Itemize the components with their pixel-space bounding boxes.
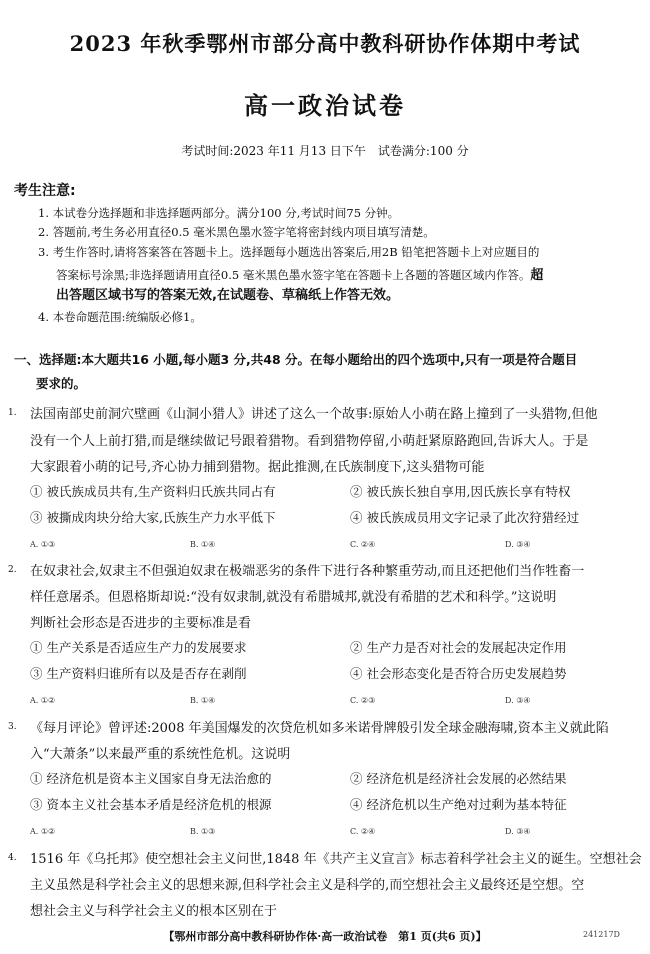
option: ① 被氏族成员共有,生产资料归氏族共同占有	[30, 484, 276, 499]
option: ② 经济危机是经济社会发展的必然结果	[350, 771, 567, 786]
answer-choice: A. ①③	[30, 540, 56, 549]
question-line: 想社会主义与科学社会主义的根本区别在于	[30, 904, 278, 919]
answer-choice: C. ②④	[350, 540, 376, 549]
answer-choice: B. ①③	[190, 827, 216, 836]
option: ② 生产力是否对社会的发展起决定作用	[350, 640, 567, 655]
question-line: 主义虽然是科学社会主义的思想来源,但科学社会主义是科学的,而空想社会主义最终还是空想。空	[30, 878, 585, 893]
answer-choice: C. ②③	[350, 696, 376, 705]
option: ③ 资本主义社会基本矛盾是经济危机的根源	[30, 797, 272, 812]
question-number: 4.	[8, 853, 17, 863]
section-heading: 一、选择题:本大题共16 小题,每小题3 分,共48 分。在每小题给出的四个选项中,只有一项是符合题目	[14, 352, 578, 367]
option: ④ 被氏族成员用文字记录了此次狩猎经过	[350, 510, 579, 525]
option: ④ 社会形态变化是否符合历史发展趋势	[350, 666, 567, 681]
exam-meta: 考试时间:2023 年11 月13 日下午 试卷满分:100 分	[181, 144, 469, 158]
question-line: 《每月评论》曾评述:2008 年美国爆发的次贷危机如多米诺骨牌般引发全球金融海啸,资本主义就此陷	[30, 721, 609, 736]
option: ② 被氏族长独自享用,因氏族长享有特权	[350, 484, 571, 499]
question-line: 在奴隶社会,奴隶主不但强迫奴隶在极端恶劣的条件下进行各种繁重劳动,而且还把他们当作牲畜一	[30, 564, 585, 579]
notice-item-cont	[56, 264, 543, 283]
option: ③ 生产资料归谁所有以及是否存在剥削	[30, 666, 247, 681]
notice-item: 4. 本卷命题范围:统编版必修1。	[38, 310, 202, 324]
question-number: 1.	[8, 408, 17, 418]
exam-title: 2023 年秋季鄂州市部分高中教科研协作体期中考试	[69, 31, 581, 56]
answer-choice: A. ①②	[30, 696, 56, 705]
question-line: 大家跟着小萌的记号,齐心协力捕到猎物。据此推测,在氏族制度下,这头猎物可能	[30, 460, 485, 475]
answer-choice: B. ①④	[190, 540, 216, 549]
notice-item: 3. 考生作答时,请将答案答在答题卡上。选择题每小题选出答案后,用2B 铅笔把答题卡上对应题目的	[38, 245, 540, 259]
notice-strong-tail: 超	[530, 268, 544, 283]
question-number: 2.	[8, 565, 17, 575]
question-line: 入“大萧条”以来最严重的系统性危机。这说明	[30, 747, 291, 762]
exam-subtitle: 高一政治试卷	[244, 91, 406, 120]
notice-item: 1. 本试卷分选择题和非选择题两部分。满分100 分,考试时间75 分钟。	[38, 206, 400, 220]
notice-item: 2. 答题前,考生务必用直径0.5 毫米黑色墨水签字笔将密封线内项目填写清楚。	[38, 225, 435, 239]
option: ④ 经济危机以生产绝对过剩为基本特征	[350, 797, 567, 812]
page-footer: 【鄂州市部分高中教科研协作体·高一政治试卷 第1 页(共6 页)】	[163, 930, 487, 943]
option: ① 生产关系是否适应生产力的发展要求	[30, 640, 247, 655]
question-line: 法国南部史前洞穴壁画《山洞小猎人》讲述了这么一个故事:原始人小萌在路上撞到了一头猎物,但他	[30, 407, 598, 422]
option: ① 经济危机是资本主义国家自身无法治愈的	[30, 771, 272, 786]
answer-choice: D. ③④	[505, 696, 531, 705]
answer-choice: C. ②④	[350, 827, 376, 836]
answer-choice: B. ①④	[190, 696, 216, 705]
answer-choice: D. ③④	[505, 827, 531, 836]
question-line: 判断社会形态是否进步的主要标准是看	[30, 616, 252, 631]
question-number: 3.	[8, 722, 17, 732]
option: ③ 被撕成肉块分给大家,氏族生产力水平低下	[30, 510, 276, 525]
answer-choice: A. ①②	[30, 827, 56, 836]
question-line: 没有一个人上前打猎,而是继续做记号跟着猎物。看到猎物停留,小萌赶紧原路跑回,告诉大人。于是	[30, 434, 589, 449]
answer-choice: D. ③④	[505, 540, 531, 549]
notice-strong-line: 出答题区域书写的答案无效,在试题卷、草稿纸上作答无效。	[56, 288, 399, 303]
question-line: 样任意屠杀。但恩格斯却说:“没有奴隶制,就没有希腊城邦,就没有希腊的艺术和科学。”这说明	[30, 590, 557, 605]
paper-code: 241217D	[583, 930, 620, 939]
notice-heading: 考生注意:	[14, 183, 76, 199]
notice-item-text: 答案标号涂黑;非选择题请用直径0.5 毫米黑色墨水签字笔在答题卡上各题的答题区域内作答。	[56, 268, 531, 282]
question-line: 1516 年《乌托邦》使空想社会主义问世,1848 年《共产主义宣言》标志着科学社会主义的诞生。空想社会	[30, 852, 642, 867]
section-heading-cont: 要求的。	[36, 376, 87, 391]
